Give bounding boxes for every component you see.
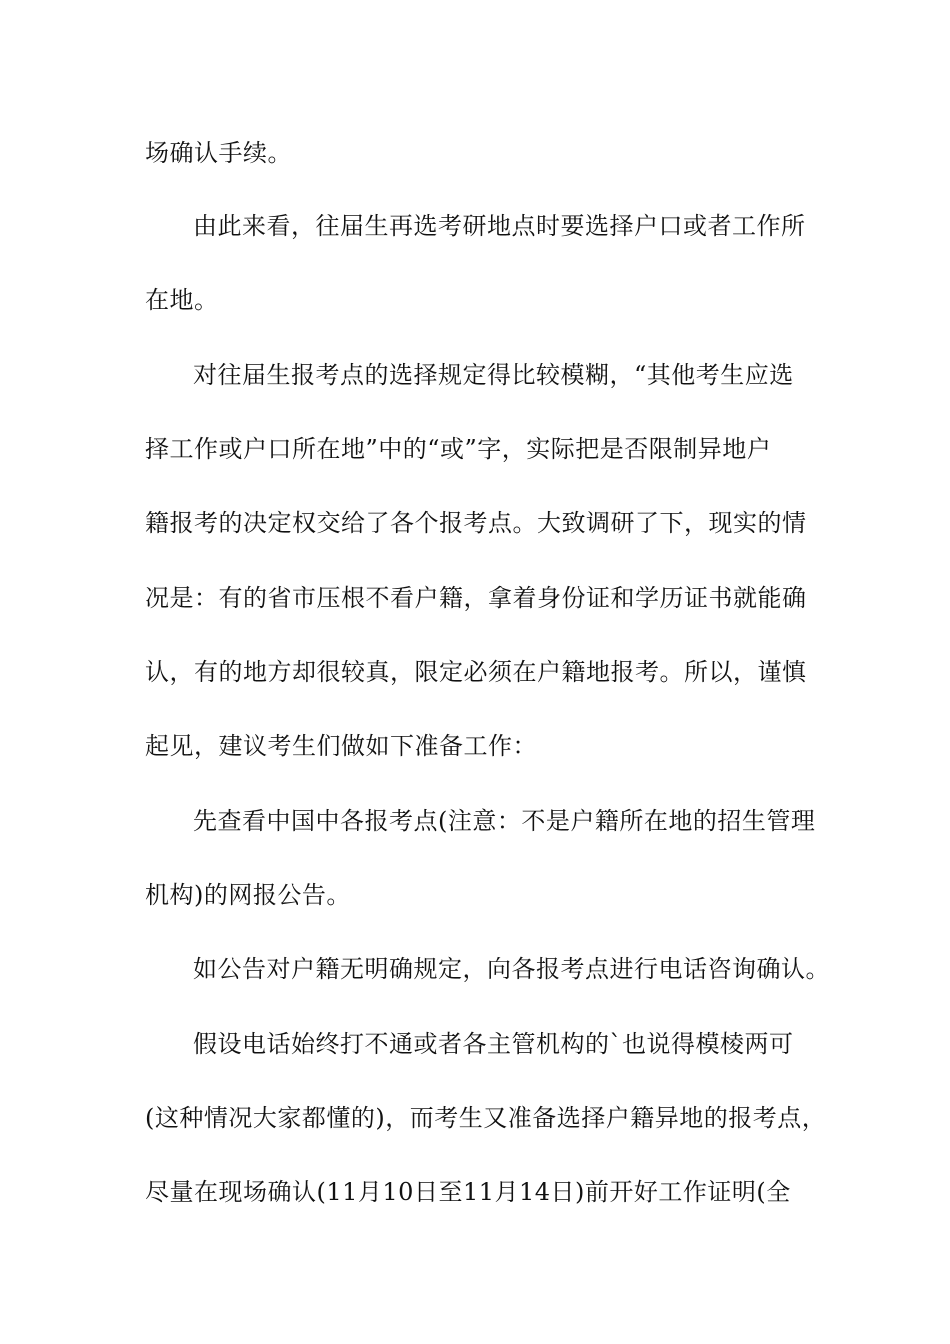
text-line: 在地。 xyxy=(145,286,219,314)
paragraph-line: 如公告对户籍无明确规定，向各报考点进行电话咨询确认。 xyxy=(193,955,830,983)
text-line: 择工作或户口所在地”中的“或”字，实际把是否限制异地户 xyxy=(145,435,772,463)
text-line: 尽量在现场确认(11月10日至11月14日)前开好工作证明(全 xyxy=(145,1178,791,1206)
text-line: 起见，建议考生们做如下准备工作： xyxy=(145,732,537,760)
paragraph-line: 对往届生报考点的选择规定得比较模糊，“其他考生应选 xyxy=(193,361,794,389)
text-line: 况是：有的省市压根不看户籍，拿着身份证和学历证书就能确 xyxy=(145,584,807,612)
paragraph-line: 先查看中国中各报考点(注意：不是户籍所在地的招生管理 xyxy=(193,807,816,835)
text-line: 籍报考的决定权交给了各个报考点。大致调研了下，现实的情 xyxy=(145,509,807,537)
text-line: 场确认手续。 xyxy=(145,139,292,167)
paragraph-line: 由此来看，往届生再选考研地点时要选择户口或者工作所 xyxy=(193,212,806,240)
text-line: 认，有的地方却很较真，限定必须在户籍地报考。所以，谨慎 xyxy=(145,658,807,686)
text-line: (这种情况大家都懂的)，而考生又准备选择户籍异地的报考点， xyxy=(145,1104,827,1132)
text-line: 机构)的网报公告。 xyxy=(145,881,351,909)
paragraph-line: 假设电话始终打不通或者各主管机构的`也说得模棱两可 xyxy=(193,1030,794,1058)
